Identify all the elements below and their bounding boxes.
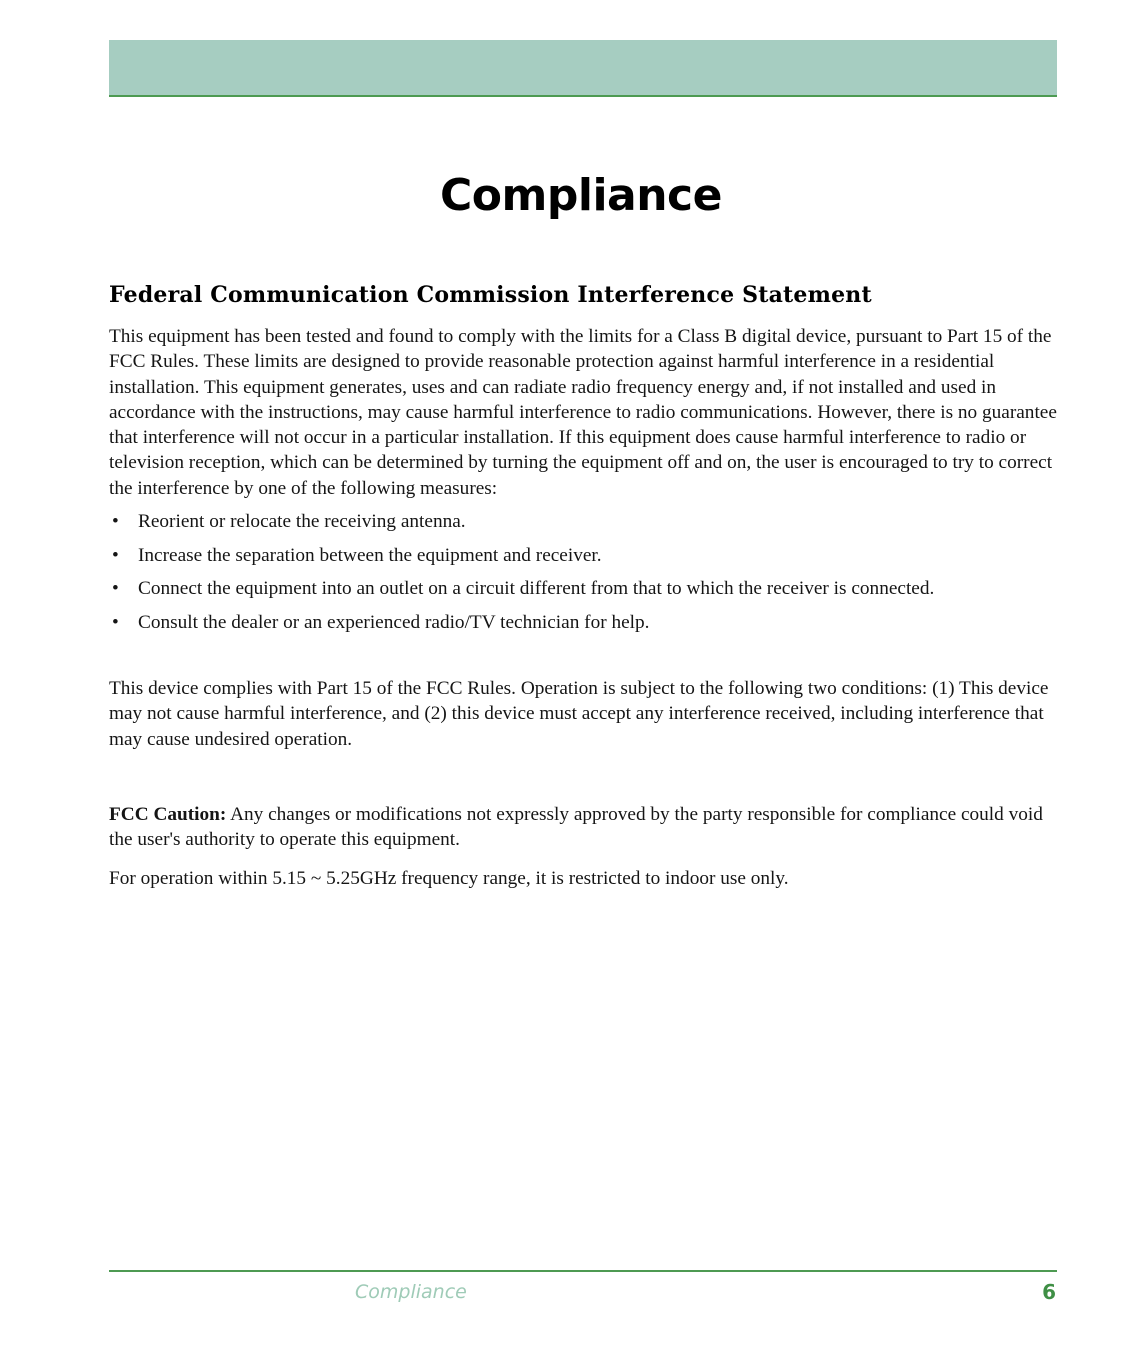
document-body xyxy=(109,282,1059,891)
bullet-icon: • xyxy=(112,544,119,566)
intro-paragraph: This equipment has been tested and found to comply with the limits for a Class B digital device, pursuant to Part 15 of the FCC Rules. These limits are designed to provide reasonable protection against harmful interference in a residential installation. This equipment generates, uses and can radiate radio frequency energy and, if not installed and used in accordance with the instructions, may cause harmful interference to radio communications. However, there is no guarantee that interference will not occur in a particular installation. If this equipment does cause harmful interference to radio or television reception, which can be determined by turning the equipment off and on, the user is encouraged to try to correct the interference by one of the following measures: xyxy=(109,326,1057,499)
measures-list xyxy=(109,509,1059,636)
list-item-text: Increase the separation between the equipment and receiver. xyxy=(138,544,602,566)
footer-rule xyxy=(109,1270,1057,1272)
list-item-text: Reorient or relocate the receiving antenna. xyxy=(138,511,466,533)
spacer xyxy=(109,643,1059,676)
section-heading: Federal Communication Commission Interference Statement xyxy=(109,282,872,308)
spacer xyxy=(109,853,1059,866)
page-title: Compliance xyxy=(440,170,722,221)
header-band xyxy=(109,40,1057,97)
list-item xyxy=(109,509,1059,536)
list-item xyxy=(109,576,1059,603)
list-item xyxy=(109,610,1059,637)
bullet-icon: • xyxy=(112,511,119,533)
part15-paragraph: This device complies with Part 15 of the FCC Rules. Operation is subject to the following two conditions: (1) This device may not cause harmful interference, and (2) this device must accept any interference received, including interference that may cause undesired operation. xyxy=(109,678,1049,750)
footer-section-label: Compliance xyxy=(355,1281,467,1303)
spacer xyxy=(109,752,1059,802)
bullet-icon: • xyxy=(112,611,119,633)
fcc-caution-label: FCC Caution: xyxy=(109,803,227,825)
bullet-icon: • xyxy=(112,578,119,600)
indoor-use-paragraph: For operation within 5.15 ~ 5.25GHz frequency range, it is restricted to indoor use only. xyxy=(109,867,789,889)
list-item-text: Connect the equipment into an outlet on a circuit different from that to which the receiver is connected. xyxy=(138,578,935,600)
fcc-caution-paragraph xyxy=(109,802,1059,853)
list-item-text: Consult the dealer or an experienced radio/TV technician for help. xyxy=(138,611,650,633)
list-item xyxy=(109,543,1059,570)
fcc-caution-text: Any changes or modifications not expressly approved by the party responsible for compliance could void the user's authority to operate this equipment. xyxy=(109,803,1043,851)
page-number: 6 xyxy=(1042,1280,1056,1304)
